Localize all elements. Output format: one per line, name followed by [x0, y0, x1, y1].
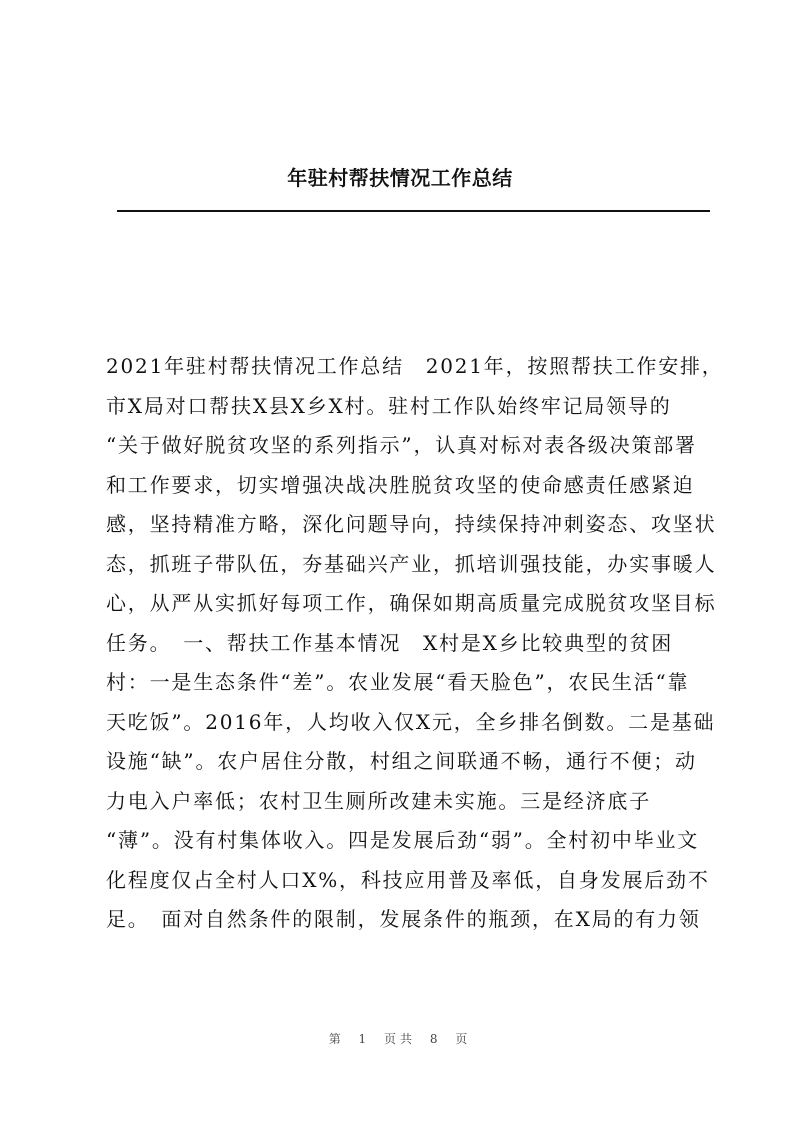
body-line: 心，从严从实抓好每项工作，确保如期高质量完成脱贫攻坚目标 [106, 591, 717, 615]
body-line: “薄”。没有村集体收入。四是发展后劲“弱”。全村初中毕业文 [106, 828, 700, 852]
page-number-footer: 第 1 页共 8 页 [328, 1032, 472, 1046]
body-line: 和工作要求，切实增强决战决胜脱贫攻坚的使命感责任感紧迫 [106, 472, 695, 497]
body-line: 态，抓班子带队伍，夯基础兴产业，抓培训强技能，办实事暖人 [106, 551, 717, 576]
body-line: 村：一是生态条件“差”。农业发展“看天脸色”，农民生活“靠 [106, 670, 690, 694]
body-line: 任务。 一、帮扶工作基本情况 X村是X乡比较典型的贫困 [106, 630, 674, 655]
body-line: 设施“缺”。农户居住分散，村组之间联通不畅，通行不便；动 [106, 749, 697, 773]
body-line: 力电入户率低；农村卫生厕所改建未实施。三是经济底子 [106, 788, 651, 813]
body-line: 足。 面对自然条件的限制，发展条件的瓶颈，在X局的有力领 [106, 907, 701, 931]
body-line: 天吃饭”。2016年，人均收入仅X元，全乡排名倒数。二是基础 [106, 709, 716, 734]
body-line: “关于做好脱贫攻坚的系列指示”，认真对标对表各级决策部署 [106, 433, 697, 457]
document-body [106, 347, 724, 940]
body-line: 市X局对口帮扶X县X乡X村。驻村工作队始终牢记局领导的 [106, 393, 672, 418]
body-line: 化程度仅占全村人口X%，科技应用普及率低，自身发展后劲不 [106, 867, 710, 892]
body-line: 感，坚持精准方略，深化问题导向，持续保持冲刺姿态、攻坚状 [106, 512, 717, 536]
title-divider [117, 210, 710, 212]
page-title: 年驻村帮扶情况工作总结 [287, 166, 513, 190]
body-line: 2021年驻村帮扶情况工作总结 2021年，按照帮扶工作安排， [106, 354, 724, 378]
